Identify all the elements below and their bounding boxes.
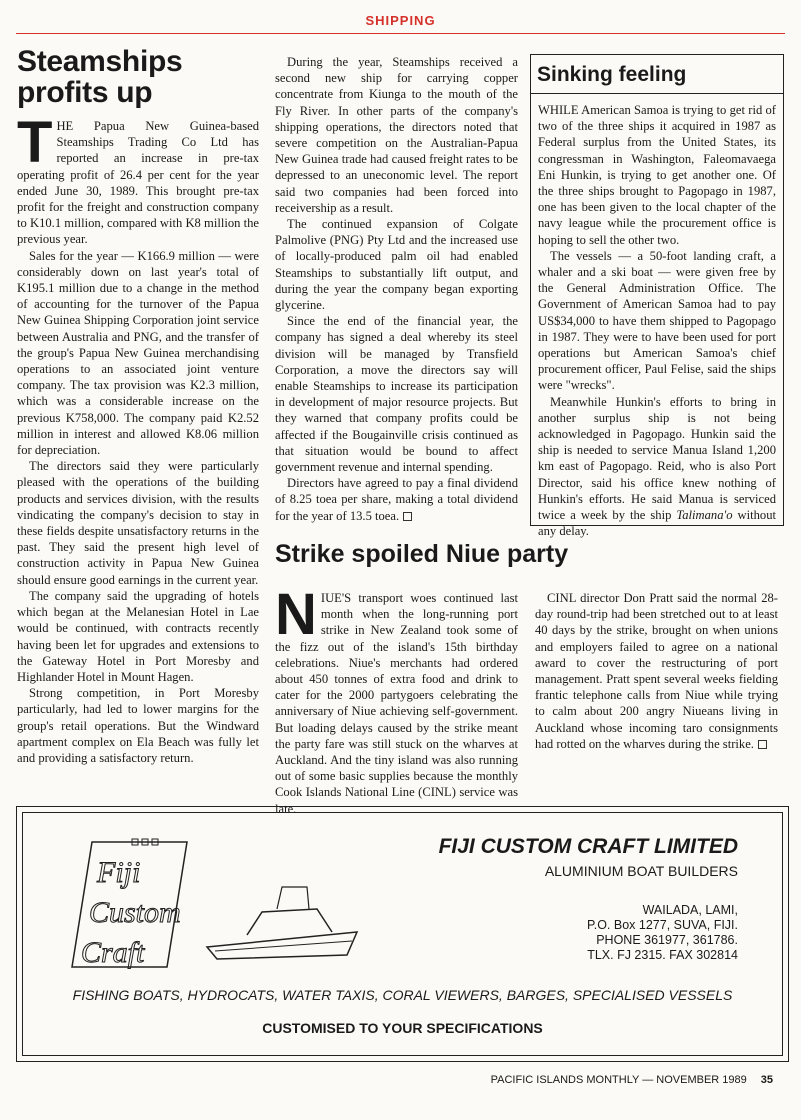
sidebar-rule: [531, 93, 783, 94]
logo-text-fiji: Fiji: [97, 856, 141, 889]
story1-col1: [17, 46, 259, 766]
sidebar-title: Sinking feeling: [537, 63, 687, 86]
end-mark: [758, 740, 767, 749]
ad-company-name: FIJI CUSTOM CRAFT LIMITED: [438, 835, 738, 858]
story1-paragraph: Sales for the year — K166.9 million — were considerably down on last year's total of K195.1 million due to a change in the method of accounting for the turnover of the Papua New Guinea Shipping Corporation joint service between Australia and PNG, and the transfer of the group's Papua New Guinea merchandising operations to an associated joint venture company. The tax provision was K2.3 million, which was a considerable increase on the previous K758,000. The company paid K2.52 million in interest and allowed K8.06 million for depreciation.: [17, 248, 259, 458]
story2-paragraph: NIUE'S transport woes continued last month when the long-running port strike in New Zealand took some of the fizz out of the island's 15th birthday celebrations. Niue's merchants had ordered about 450 tonnes of extra food and drink to cater for the 2000 partygoers celebrating the anniversary of Niue achieving self-government. But loading delays caused by the strike meant the party fare was still stuck on the wharves at Auckland. And the tiny island was also running out of some basic supplies because the monthly Cook Islands National Line (CINL) service was late.: [275, 582, 518, 816]
section-label: SHIPPING: [365, 13, 436, 28]
ad-custom-line: CUSTOMISED TO YOUR SPECIFICATIONS: [262, 1020, 543, 1036]
story2-paragraph: CINL director Don Pratt said the normal 28-day round-trip had been stretched out to at least 40 days by the strike, brought on when unions and employers failed to agree on a national award to cover the restructuring of port management. Pratt spent several weeks fielding frantic telephone calls from Niue while trying to calm about 200 angry Niueans living in Auckland whose incoming taro consignments had rotted on the wharves during the strike.: [535, 591, 778, 751]
story1-headline: Steamships profits up: [17, 45, 183, 109]
boat-logo-icon: [47, 837, 377, 982]
story1-paragraph: The directors said they were particularly pleased with the operations of the building products and services division, with the results vindicating the company's decision to stay in these fields despite unsatisfactory returns in the past. They said the present high level of construction activity in Papua New Guinea should ensure good earnings in the current year.: [17, 459, 259, 587]
page-number: 35: [760, 1074, 773, 1086]
footer-publication: PACIFIC ISLANDS MONTHLY — NOVEMBER 1989: [490, 1074, 747, 1086]
advertisement: [16, 806, 789, 1062]
story2-dropcap: N: [275, 582, 317, 647]
story1-paragraph: Directors have agreed to pay a final dividend of 8.25 toea per share, making a total dividend for the year of 13.5 toea.: [275, 476, 518, 523]
story1-paragraph: THE Papua New Guinea-based Steamships Trading Co Ltd has reported an increase in pre-tax operating profit of 26.4 per cent for the year ended June 30, 1989. This brought pre-tax profit for the freight and construction company to K10.1 million, compared with K8 million the previous year.: [17, 110, 259, 247]
sidebar-paragraph: The vessels — a 50-foot landing craft, a whaler and a ski boat — were given free by the General Administration Office. The Government of American Samoa had to pay US$34,000 to have them shipped to Pagopago in 1987. They were to have been used for port operations but American Samoa's chief procurement officer, Paul Felise, said the ships were "wrecks".: [538, 248, 776, 393]
ad-tagline: ALUMINIUM BOAT BUILDERS: [544, 863, 738, 879]
story1-paragraph: During the year, Steamships received a second new ship for carrying copper concentrate from Kiunga to the mouth of the Fly River. In other parts of the company's shipping operations, the directors noted that severe competition on the Australian-Papua New Guinea trade had caused freight rates to be depressed to an uneconomic level. The report said two companies had been forced into receivership as a result.: [275, 55, 518, 215]
story1-paragraph: Since the end of the financial year, the company has signed a deal whereby its steel division will be managed by Transfield Corporation, a move the directors say will enable Steamships to increase its participation in development of major resource projects. But they warned that company profits could be affected if the Bougainville crisis continued as that situation would be bound to affect government revenue and internal spending.: [275, 314, 518, 475]
story1-col2: [275, 54, 518, 524]
ship-name: Talimana'o: [676, 508, 733, 523]
story2-col1: [275, 582, 518, 817]
ad-address: WAILADA, LAMI, P.O. Box 1277, SUVA, FIJI. PHONE 361977, 361786. TLX. FJ 2315. FAX 302814: [587, 903, 738, 962]
story1-paragraph: The continued expansion of Colgate Palmolive (PNG) Pty Ltd and the increased use of locally-produced palm oil had enabled Steamships to substantially lift output, and during the year the company began exporting glycerine.: [275, 217, 518, 313]
top-rule: [16, 33, 785, 34]
page-footer: [491, 1074, 773, 1086]
logo-text-custom: Custom: [89, 896, 181, 929]
sidebar-paragraph: WHILE American Samoa is trying to get rid of two of the three ships it acquired in 1987 as Federal surplus from the United States, its congressman in Washington, Faleomavaega Eni Hunkin, is trying to get another one. Of the three ships brought to Pagopago in 1987, one has been given to the local chapter of the navy league while the procurement office is hoping to sell the other two.: [538, 103, 776, 247]
ad-products: FISHING BOATS, HYDROCATS, WATER TAXIS, CORAL VIEWERS, BARGES, SPECIALISED VESSELS: [72, 987, 733, 1003]
sidebar-paragraph: Meanwhile Hunkin's efforts to bring in another surplus ship is not being acknowledged in Pagopago. Hunkin said the ship is needed to service Manua Island 1,200 km east of Pagopago. Reid, who is also Port Director, said his office knew nothing of Hunkin's efforts. He said Manua is serviced twice a week by the ship Talimana'o without any delay.: [538, 394, 776, 539]
story1-dropcap: T: [17, 110, 53, 175]
story1-paragraph: The company said the upgrading of hotels which began at the Melanesian Hotel in Lae would be continued, with contracts recently having been let for upgrades and extensions to the Gateway Hotel in Port Moresby and Highlander Hotel in Mount Hagen.: [17, 588, 259, 684]
logo-text-craft: Craft: [81, 936, 145, 969]
story1-paragraph: Strong competition, in Port Moresby particularly, had led to lower margins for the group's retail operations. But the Windward apartment complex on Ela Beach was fully let and providing a satisfactory return.: [17, 686, 259, 765]
story2-col2: [535, 590, 778, 752]
sidebar-box: [530, 54, 784, 539]
story2-headline: Strike spoiled Niue party: [275, 540, 569, 568]
end-mark: [403, 512, 412, 521]
